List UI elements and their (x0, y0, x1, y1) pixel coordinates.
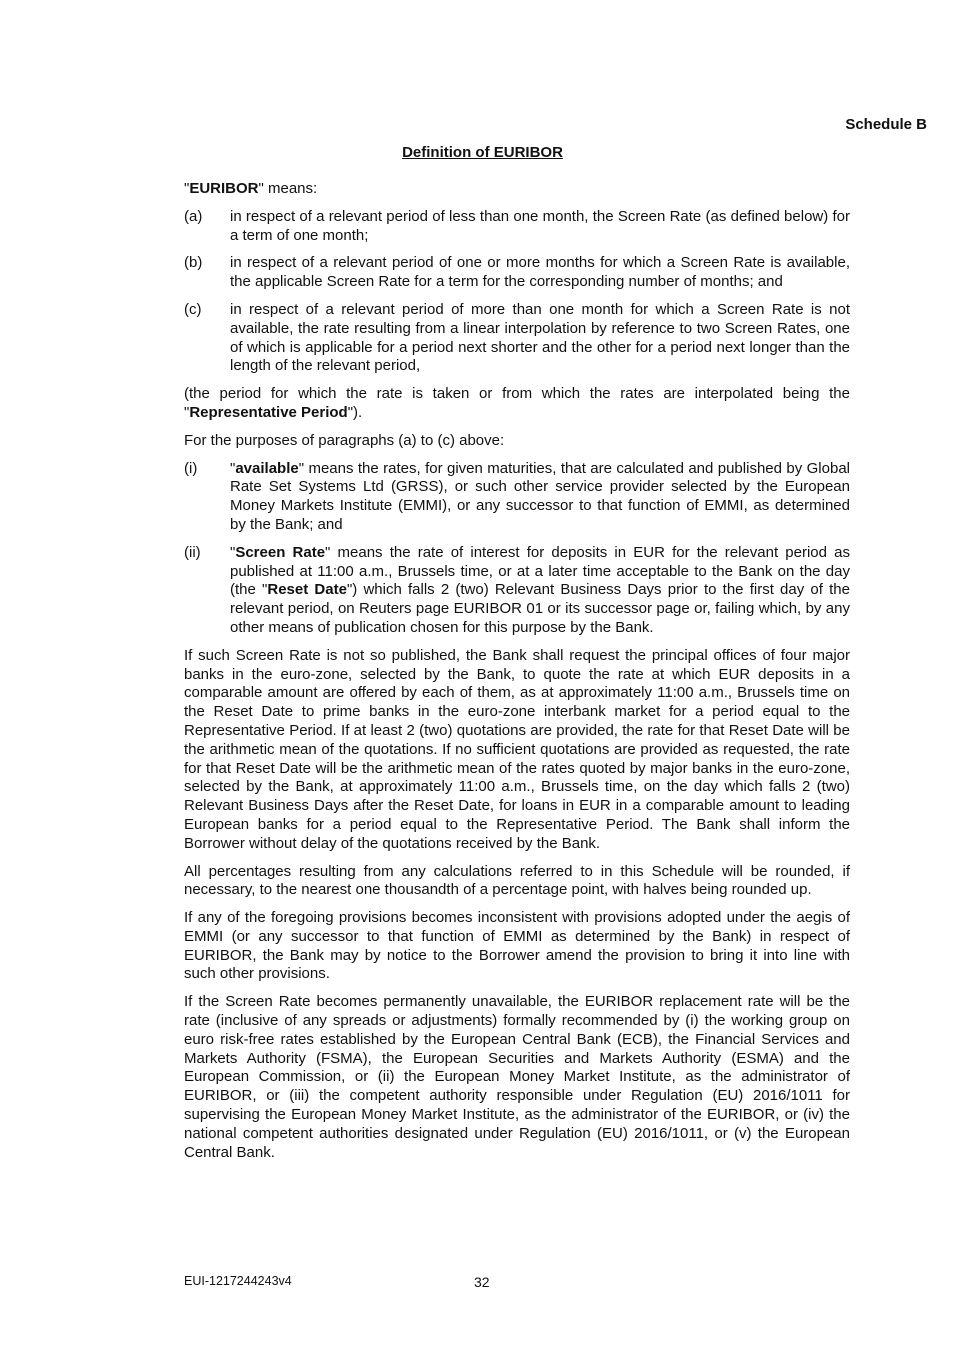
list-item-a (184, 208, 850, 246)
paragraph-inconsistent: If any of the foregoing provisions becomes inconsistent with provisions adopted under the aegis of EMMI (or any successor to that function of EMMI as determined by the Bank) in respect of EURIBOR, the Bank may by notice to the Borrower amend the provision to bring it into line with such other provisions. (184, 909, 850, 983)
page-title: Definition of EURIBOR (402, 144, 563, 161)
list-item-text: in respect of a relevant period of more than one month for which a Screen Rate is not available, the rate resulting from a linear interpolation by reference to two Screen Rates, one of which is applicable for a period next shorter and the other for a period next longer than the length of the relevant period, (230, 300, 850, 375)
list-item-text: "available" means the rates, for given maturities, that are calculated and published by Global Rate Set Systems Ltd (GRSS), or such other service provider selected by the European Money Markets Institute (EMMI), or any successor to that function of EMMI, as determined by the Bank; and (230, 459, 850, 533)
paragraph-not-published: If such Screen Rate is not so published, the Bank shall request the principal offices of four major banks in the euro-zone, selected by the Bank, to quote the rate at which EUR deposits in a comparable amount are offered by each of them, as at approximately 11:00 a.m., Brussels time on the Reset Date to prime banks in the euro-zone interbank market for a period equal to the Representative Period. If at least 2 (two) quotations are provided, the rate for that Reset Date will be the arithmetic mean of the quotations. If no sufficient quotations are provided as requested, the rate for that Reset Date will be the arithmetic mean of the rates quoted by major banks in the euro-zone, selected by the Bank, at approximately 11:00 a.m., Brussels time, on the day which falls 2 (two) Relevant Business Days after the Reset Date, for loans in EUR in a comparable amount to leading European banks for a period equal to the Representative Period. The Bank shall inform the Borrower without delay of the quotations received by the Bank. (184, 646, 850, 852)
list-item-c (184, 301, 850, 376)
list-item-label: (ii) (184, 543, 201, 561)
list-item-text: in respect of a relevant period of less than one month, the Screen Rate (as defined below) for a term of one month; (230, 207, 850, 244)
defined-term-euribor: EURIBOR (189, 180, 259, 197)
defined-term-reset-date: Reset Date (267, 581, 347, 599)
defined-term-available: available (235, 459, 299, 477)
footer-doc-ref: EUI-1217244243v4 (184, 1274, 292, 1288)
list-item-label: (b) (184, 254, 203, 272)
list-item-label: (i) (184, 459, 198, 477)
definition-intro: "EURIBOR" means: (184, 180, 318, 197)
purposes-intro: For the purposes of paragraphs (a) to (c) above: (184, 431, 505, 449)
paragraph-unavailable: If the Screen Rate becomes permanently unavailable, the EURIBOR replacement rate will be the rate (inclusive of any spreads or adjustments) formally recommended by (i) the working group on euro risk-free rates established by the European Central Bank (ECB), the Financial Services and Markets Authority (FSMA), the European Securities and Markets Authority (ESMA) and the European Commission, or (ii) the European Money Market Institute, as the administrator of EURIBOR, or (iii) the competent authority responsible under Regulation (EU) 2016/1011 for supervising the European Money Market Institute, as the administrator of the EURIBOR, or (iv) the national competent authorities designated under Regulation (EU) 2016/1011, or (v) the European Central Bank. (184, 993, 850, 1161)
list-item-label: (a) (184, 207, 203, 225)
definition-item-ii (184, 544, 850, 638)
list-item-text: "Screen Rate" means the rate of interest for deposits in EUR for the relevant period as published at 11:00 a.m., Brussels time, or at a later time acceptable to the Bank on the day (the "Reset Date") which falls 2 (two) Relevant Business Days prior to the first day of the relevant period, on Reuters page EURIBOR 01 or its successor page or, failing which, by any other means of publication chosen for this purpose by the Bank. (230, 543, 850, 636)
defined-term-representative-period: Representative Period (189, 403, 348, 421)
footer-page-number: 32 (474, 1274, 490, 1290)
defined-term-screen-rate: Screen Rate (235, 543, 326, 561)
list-item-label: (c) (184, 300, 202, 318)
schedule-label: Schedule B (845, 116, 927, 133)
representative-period-paragraph: (the period for which the rate is taken or from which the rates are interpolated being the "Representative Period"). (184, 385, 850, 421)
document-body (184, 180, 850, 1171)
list-item-text: in respect of a relevant period of one or more months for which a Screen Rate is available, the applicable Screen Rate for a term for the corresponding number of months; and (230, 254, 850, 291)
list-item-b (184, 254, 850, 292)
paragraph-rounding: All percentages resulting from any calculations referred to in this Schedule will be rounded, if necessary, to the nearest one thousandth of a percentage point, with halves being rounded up. (184, 862, 850, 899)
definition-item-i (184, 460, 850, 535)
